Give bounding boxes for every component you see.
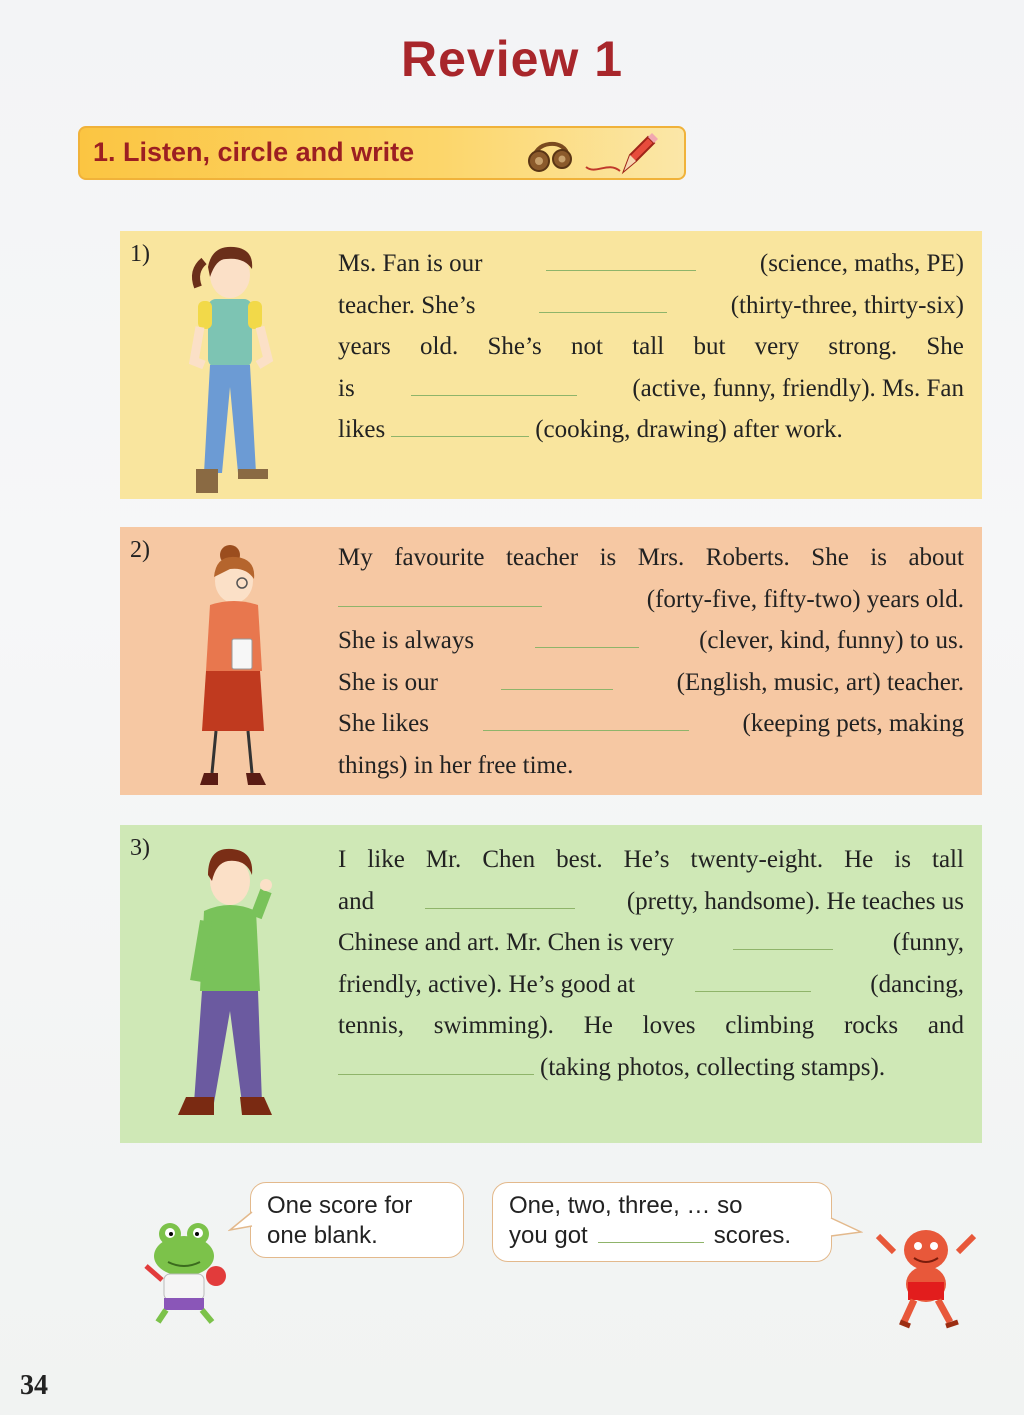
bubble-tail-left <box>228 1210 254 1234</box>
teacher-girl-illustration <box>182 237 278 495</box>
text-line: and (pretty, handsome). He teaches us <box>338 887 964 915</box>
bubble-text-line: One score for <box>267 1192 413 1219</box>
section-title: 1. Listen, circle and write <box>93 137 415 167</box>
page-number: 34 <box>20 1370 48 1401</box>
frog-character-illustration <box>142 1218 234 1324</box>
speech-bubble-left <box>250 1182 464 1258</box>
score-blank[interactable] <box>598 1224 704 1243</box>
exercise-text <box>338 839 964 1089</box>
headphones-icon <box>526 131 576 177</box>
speech-bubble-right <box>492 1182 832 1262</box>
exercise-number: 3) <box>130 835 150 861</box>
bubble-text-line: you got scores. <box>509 1222 792 1249</box>
exercise-panel-2 <box>120 527 982 795</box>
text-line: Ms. Fan is our (science, maths, PE) <box>338 250 964 277</box>
text-line: tennis, swimming). He loves climbing rocks and <box>338 1012 964 1040</box>
bubble-text-line: one blank. <box>267 1222 378 1249</box>
text-line: teacher. She’s (thirty-three, thirty-six) <box>338 291 964 319</box>
text-line: friendly, active). He’s good at (dancing, <box>338 970 964 998</box>
answer-blank[interactable] <box>546 250 696 271</box>
text-line: She is always (clever, kind, funny) to us. <box>338 627 964 655</box>
answer-blank[interactable] <box>483 710 689 731</box>
answer-blank[interactable] <box>733 929 833 950</box>
section-header <box>78 126 686 180</box>
answer-blank[interactable] <box>338 586 542 607</box>
exercise-panel-1 <box>120 231 982 499</box>
text-line: things) in her free time. <box>338 751 574 779</box>
answer-blank[interactable] <box>411 375 577 396</box>
bubble-tail-right <box>829 1214 863 1240</box>
text-line: Chinese and art. Mr. Chen is very (funny, <box>338 929 964 957</box>
exercise-text <box>338 537 964 787</box>
pencil-icon <box>580 131 660 179</box>
text-line: is (active, funny, friendly). Ms. Fan <box>338 374 964 402</box>
text-line: I like Mr. Chen best. He’s twenty-eight. He is tall <box>338 846 964 873</box>
monkey-character-illustration <box>874 1222 978 1330</box>
exercise-panel-3 <box>120 825 982 1143</box>
answer-blank[interactable] <box>425 888 575 909</box>
teacher-woman-illustration <box>190 541 282 789</box>
text-line: She likes (keeping pets, making <box>338 710 964 738</box>
answer-blank[interactable] <box>535 627 639 648</box>
text-line: (forty-five, fifty-two) years old. <box>338 579 964 621</box>
exercise-number: 1) <box>130 241 150 267</box>
page-title: Review 1 <box>400 31 623 87</box>
text-line: years old. She’s not tall but very strong. She <box>338 333 964 361</box>
answer-blank[interactable] <box>391 416 529 437</box>
teacher-man-illustration <box>170 841 286 1125</box>
text-line: My favourite teacher is Mrs. Roberts. She is about <box>338 544 964 571</box>
text-line: likes (cooking, drawing) after work. <box>338 416 843 444</box>
bubble-text-line: One, two, three, … so <box>509 1192 743 1219</box>
answer-blank[interactable] <box>501 669 613 690</box>
answer-blank[interactable] <box>539 292 667 313</box>
exercise-text <box>338 243 964 451</box>
answer-blank[interactable] <box>338 1054 534 1075</box>
text-line: (taking photos, collecting stamps). <box>338 1047 964 1089</box>
exercise-number: 2) <box>130 537 150 563</box>
answer-blank[interactable] <box>695 971 811 992</box>
text-line: She is our (English, music, art) teacher. <box>338 668 964 696</box>
